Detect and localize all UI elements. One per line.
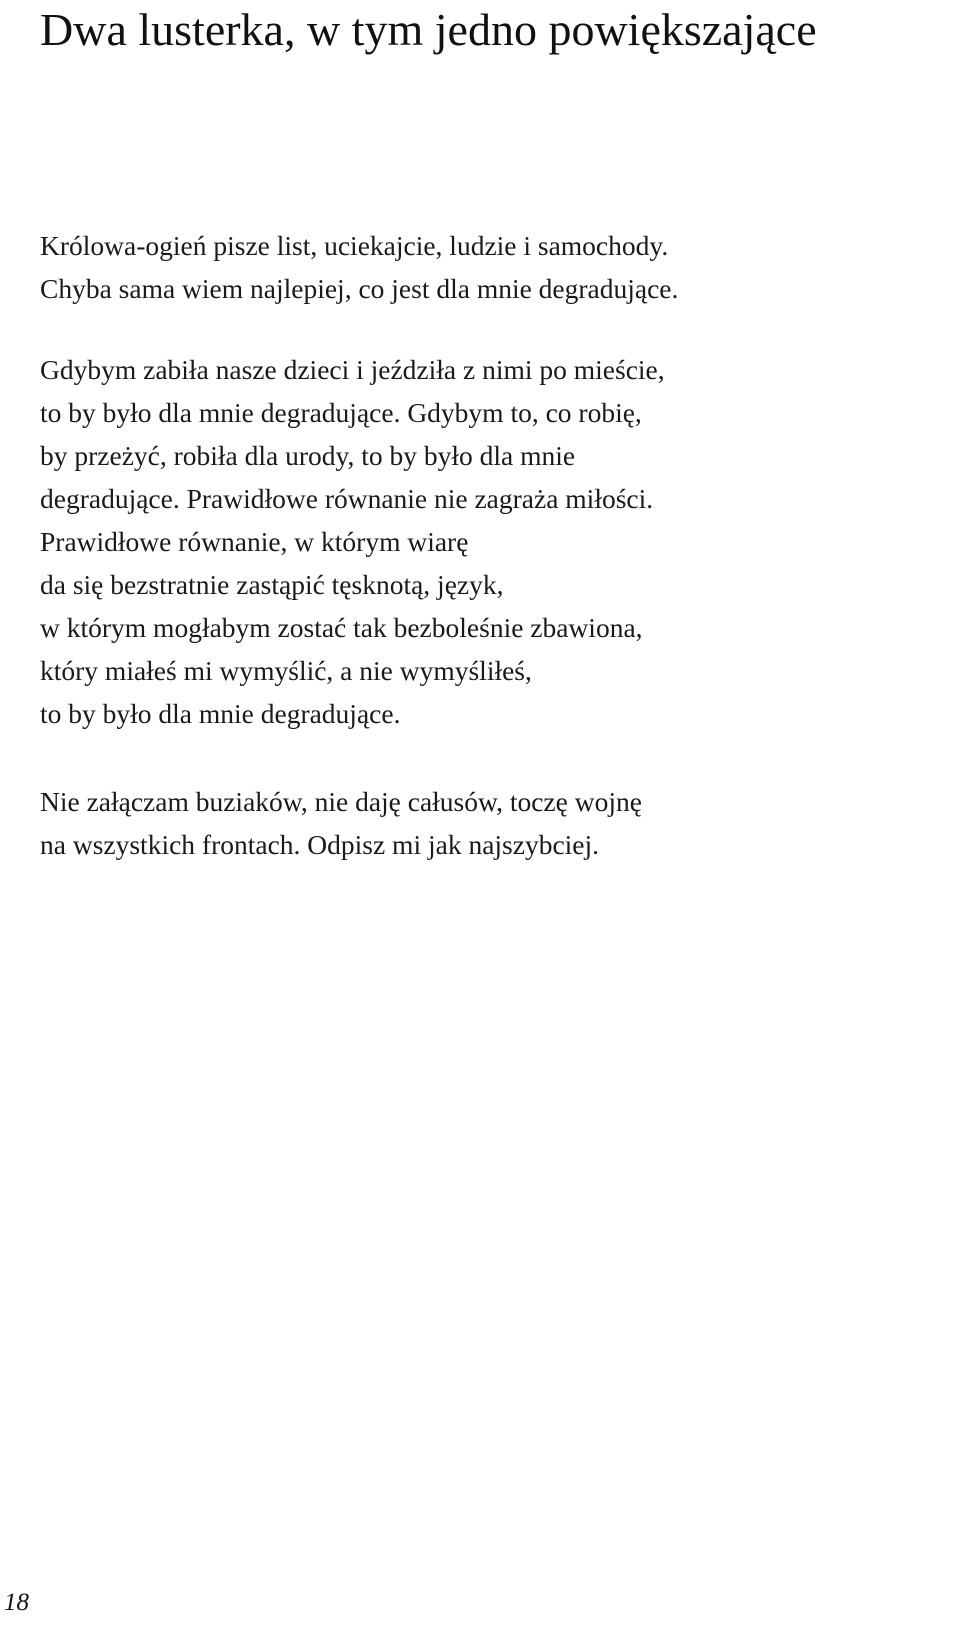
poem-line: który miałeś mi wymyślić, a nie wymyśliłeś, (40, 655, 532, 686)
poem-stanza-3 (40, 780, 940, 866)
page-number: 18 (4, 1589, 29, 1616)
poem-stanza-2 (40, 348, 940, 735)
poem-line: Chyba sama wiem najlepiej, co jest dla mnie degradujące. (40, 273, 679, 304)
poem-line: w którym mogłabym zostać tak bezboleśnie zbawiona, (40, 612, 643, 643)
poem-line: to by było dla mnie degradujące. Gdybym to, co robię, (40, 397, 642, 428)
poem-line: to by było dla mnie degradujące. (40, 698, 401, 729)
poem-line: degradujące. Prawidłowe równanie nie zagraża miłości. (40, 483, 654, 514)
page-title: Dwa lusterka, w tym jedno powiększające (40, 4, 817, 55)
poem-line: Nie załączam buziaków, nie daję całusów, toczę wojnę (40, 786, 642, 817)
poem-line: Królowa-ogień pisze list, uciekajcie, ludzie i samochody. (40, 230, 669, 261)
poem-line: by przeżyć, robiła dla urody, to by było dla mnie (40, 440, 576, 471)
poem-line: Gdybym zabiła nasze dzieci i jeździła z nimi po mieście, (40, 354, 665, 385)
poem-stanza-1 (40, 224, 940, 310)
poem-line: Prawidłowe równanie, w którym wiarę (40, 526, 469, 557)
poem-line: da się bezstratnie zastąpić tęsknotą, język, (40, 569, 504, 600)
poem-line: na wszystkich frontach. Odpisz mi jak najszybciej. (40, 829, 600, 860)
